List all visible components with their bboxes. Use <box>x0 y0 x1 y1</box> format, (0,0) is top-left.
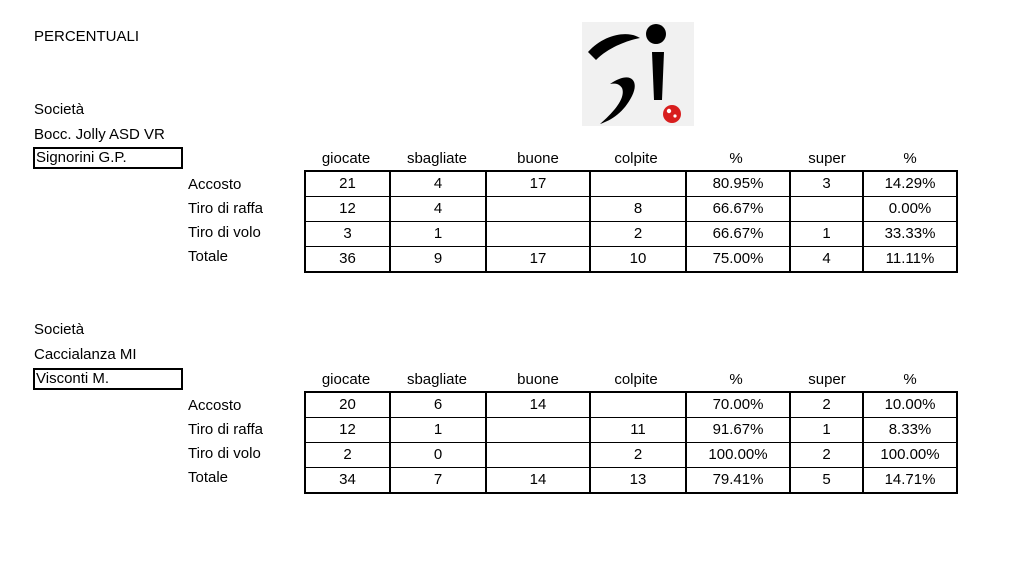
table-cell <box>590 171 686 197</box>
table-cell: 36 <box>305 247 390 273</box>
page-title: PERCENTUALI <box>34 28 140 45</box>
player-name-box: Visconti M. <box>33 368 183 390</box>
table-cell: 66.67% <box>686 197 790 222</box>
table-cell: 8.33% <box>863 418 957 443</box>
header-super: super <box>808 371 846 388</box>
table-cell: 100.00% <box>863 443 957 468</box>
table-cell: 3 <box>790 171 863 197</box>
header-super: super <box>808 150 846 167</box>
table-cell: 12 <box>305 418 390 443</box>
table-cell: 80.95% <box>686 171 790 197</box>
row-label-totale: Totale <box>188 248 229 265</box>
table-cell: 11 <box>590 418 686 443</box>
table-cell: 14 <box>486 468 590 494</box>
row-label-tiro-di-volo: Tiro di volo <box>188 224 261 241</box>
table-cell: 6 <box>390 392 486 418</box>
bocce-player-logo-icon <box>582 22 694 126</box>
stats-table <box>304 170 958 273</box>
header-buone: buone <box>517 150 559 167</box>
table-cell: 79.41% <box>686 468 790 494</box>
table-cell: 1 <box>790 222 863 247</box>
table-cell: 1 <box>390 222 486 247</box>
table-row <box>305 222 957 247</box>
table-row <box>305 468 957 494</box>
stats-table <box>304 391 958 494</box>
table-cell <box>486 418 590 443</box>
header-buone: buone <box>517 371 559 388</box>
table-cell: 21 <box>305 171 390 197</box>
row-label-totale: Totale <box>188 469 229 486</box>
table-cell: 12 <box>305 197 390 222</box>
table-cell <box>790 197 863 222</box>
row-label-tiro-di-raffa: Tiro di raffa <box>188 421 264 438</box>
row-label-tiro-di-volo: Tiro di volo <box>188 445 261 462</box>
table-cell: 100.00% <box>686 443 790 468</box>
table-cell: 17 <box>486 247 590 273</box>
header-percent: % <box>729 371 743 388</box>
table-cell: 1 <box>790 418 863 443</box>
table-cell: 0.00% <box>863 197 957 222</box>
header-colpite: colpite <box>614 150 658 167</box>
table-cell: 34 <box>305 468 390 494</box>
section-label: Società <box>34 101 85 118</box>
table-cell: 1 <box>390 418 486 443</box>
header-sbagliate: sbagliate <box>406 371 468 388</box>
table-cell: 8 <box>590 197 686 222</box>
table-cell: 4 <box>790 247 863 273</box>
table-cell: 91.67% <box>686 418 790 443</box>
table-cell: 2 <box>590 443 686 468</box>
table-cell <box>486 197 590 222</box>
table-cell: 70.00% <box>686 392 790 418</box>
table-row <box>305 197 957 222</box>
table-cell: 10.00% <box>863 392 957 418</box>
table-cell: 4 <box>390 197 486 222</box>
table-cell: 14.71% <box>863 468 957 494</box>
table-cell: 2 <box>790 443 863 468</box>
table-cell: 7 <box>390 468 486 494</box>
row-label-accosto: Accosto <box>188 397 242 414</box>
table-row <box>305 443 957 468</box>
header-percent-super: % <box>903 150 917 167</box>
club-name: Bocc. Jolly ASD VR <box>34 126 165 143</box>
player-name-box: Signorini G.P. <box>33 147 183 169</box>
table-cell: 10 <box>590 247 686 273</box>
header-percent: % <box>729 150 743 167</box>
table-cell: 66.67% <box>686 222 790 247</box>
table-cell: 4 <box>390 171 486 197</box>
table-row <box>305 247 957 273</box>
table-cell: 14.29% <box>863 171 957 197</box>
table-cell: 17 <box>486 171 590 197</box>
table-row <box>305 392 957 418</box>
table-row <box>305 171 957 197</box>
section-label: Società <box>34 321 85 338</box>
header-percent-super: % <box>903 371 917 388</box>
table-cell <box>590 392 686 418</box>
table-row <box>305 418 957 443</box>
row-label-accosto: Accosto <box>188 176 242 193</box>
header-sbagliate: sbagliate <box>406 150 468 167</box>
table-cell <box>486 443 590 468</box>
header-colpite: colpite <box>614 371 658 388</box>
table-cell: 0 <box>390 443 486 468</box>
table-cell: 3 <box>305 222 390 247</box>
table-cell: 33.33% <box>863 222 957 247</box>
table-cell: 20 <box>305 392 390 418</box>
table-cell: 75.00% <box>686 247 790 273</box>
header-giocate: giocate <box>321 371 371 388</box>
club-name: Caccialanza MI <box>34 346 137 363</box>
table-cell: 2 <box>590 222 686 247</box>
table-cell: 13 <box>590 468 686 494</box>
table-cell: 2 <box>790 392 863 418</box>
table-cell: 2 <box>305 443 390 468</box>
table-cell: 5 <box>790 468 863 494</box>
table-cell: 9 <box>390 247 486 273</box>
row-label-tiro-di-raffa: Tiro di raffa <box>188 200 264 217</box>
table-cell: 14 <box>486 392 590 418</box>
table-cell: 11.11% <box>863 247 957 273</box>
header-giocate: giocate <box>321 150 371 167</box>
table-cell <box>486 222 590 247</box>
